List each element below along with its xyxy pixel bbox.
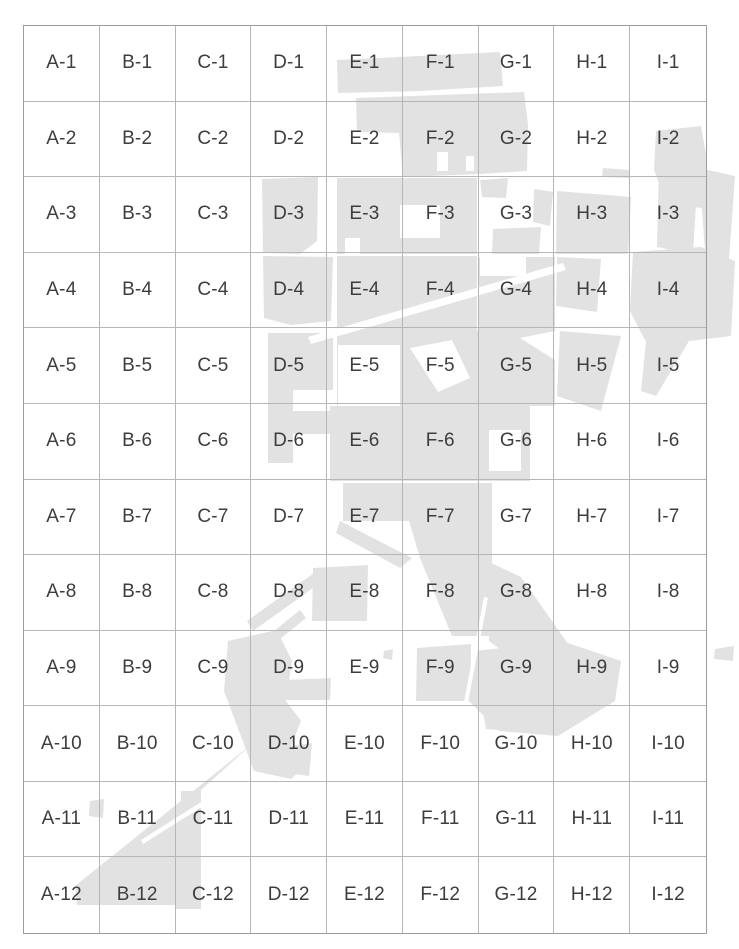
grid-cell-E-9	[327, 631, 403, 707]
grid-cell-label: A-1	[46, 52, 77, 74]
grid-cell-E-3	[327, 177, 403, 253]
grid-cell-H-6	[554, 404, 630, 480]
grid-cell-label: B-12	[116, 884, 158, 906]
grid-cell-G-4	[479, 253, 555, 329]
grid-cell-A-7	[24, 480, 100, 556]
grid-cell-label: C-7	[197, 505, 229, 527]
grid-cell-label: F-1	[425, 52, 455, 74]
grid-cell-label: H-8	[576, 581, 608, 603]
grid-cell-G-5	[479, 328, 555, 404]
grid-cell-D-11	[251, 782, 327, 858]
grid-cell-A-6	[24, 404, 100, 480]
grid-cell-label: C-4	[197, 279, 229, 301]
grid-cell-B-9	[100, 631, 176, 707]
grid-cell-H-8	[554, 555, 630, 631]
grid-cell-F-4	[403, 253, 479, 329]
grid-cell-F-8	[403, 555, 479, 631]
grid-cell-D-10	[251, 706, 327, 782]
grid-cell-D-3	[251, 177, 327, 253]
grid-cell-label: C-9	[197, 656, 229, 678]
grid-cell-label: D-3	[273, 203, 305, 225]
grid-cell-G-6	[479, 404, 555, 480]
grid-cell-E-11	[327, 782, 403, 858]
grid-cell-label: I-10	[651, 732, 685, 754]
grid-cell-label: B-2	[122, 127, 153, 149]
grid-cell-I-11	[630, 782, 706, 858]
grid-cell-label: D-7	[273, 505, 305, 527]
grid-cell-D-1	[251, 26, 327, 102]
grid-cell-label: E-4	[349, 279, 380, 301]
grid-cell-label: A-6	[46, 430, 77, 452]
grid-cell-label: D-12	[267, 884, 310, 906]
grid-cell-I-5	[630, 328, 706, 404]
grid-cell-C-8	[176, 555, 252, 631]
grid-cell-label: A-10	[40, 732, 82, 754]
grid-cell-label: D-9	[273, 656, 305, 678]
grid-cell-I-9	[630, 631, 706, 707]
grid-cell-label: I-1	[656, 52, 680, 74]
grid-cell-B-1	[100, 26, 176, 102]
grid-cell-H-10	[554, 706, 630, 782]
grid-cell-B-12	[100, 857, 176, 933]
grid-cell-label: C-8	[197, 581, 229, 603]
grid-cell-label: G-10	[494, 732, 538, 754]
grid-cell-G-3	[479, 177, 555, 253]
grid-cell-C-1	[176, 26, 252, 102]
grid-cell-label: D-10	[267, 732, 310, 754]
grid-cell-label: G-5	[499, 354, 533, 376]
grid-cell-label: D-2	[273, 127, 305, 149]
grid-cell-B-8	[100, 555, 176, 631]
grid-cell-D-7	[251, 480, 327, 556]
grid-cell-label: F-7	[425, 505, 455, 527]
grid-cell-F-9	[403, 631, 479, 707]
grid-cell-C-3	[176, 177, 252, 253]
grid-cell-F-6	[403, 404, 479, 480]
grid-cell-H-12	[554, 857, 630, 933]
grid-cell-label: B-1	[122, 52, 153, 74]
grid-cell-label: C-11	[192, 808, 234, 830]
grid-cell-label: H-5	[576, 354, 608, 376]
grid-cell-label: I-5	[656, 354, 680, 376]
grid-cell-label: C-6	[197, 430, 229, 452]
grid-cell-label: D-11	[268, 808, 309, 830]
grid-cell-I-4	[630, 253, 706, 329]
grid-cell-H-11	[554, 782, 630, 858]
grid-cell-F-12	[403, 857, 479, 933]
grid-cell-H-2	[554, 102, 630, 178]
grid-cell-F-10	[403, 706, 479, 782]
grid-cell-label: I-11	[652, 808, 685, 830]
grid-cell-A-5	[24, 328, 100, 404]
grid-cell-G-7	[479, 480, 555, 556]
grid-cell-label: H-11	[571, 808, 613, 830]
grid-cell-label: I-4	[656, 279, 680, 301]
grid-cell-label: E-8	[349, 581, 380, 603]
grid-cell-label: I-7	[656, 505, 680, 527]
grid-cell-label: A-3	[46, 203, 77, 225]
grid-cell-E-4	[327, 253, 403, 329]
grid-cell-I-8	[630, 555, 706, 631]
grid-cell-A-2	[24, 102, 100, 178]
grid-cell-G-2	[479, 102, 555, 178]
grid-cell-label: B-5	[122, 354, 153, 376]
grid-cell-F-5	[403, 328, 479, 404]
grid-cell-F-1	[403, 26, 479, 102]
grid-cell-H-1	[554, 26, 630, 102]
grid-cell-I-7	[630, 480, 706, 556]
grid-cell-G-10	[479, 706, 555, 782]
grid-cell-C-9	[176, 631, 252, 707]
grid-cell-I-2	[630, 102, 706, 178]
map-block	[714, 646, 734, 661]
grid-cell-C-4	[176, 253, 252, 329]
grid-cell-A-8	[24, 555, 100, 631]
grid-cell-label: B-6	[122, 430, 153, 452]
grid-cell-label: E-7	[349, 505, 380, 527]
grid-cell-H-4	[554, 253, 630, 329]
grid-cell-F-3	[403, 177, 479, 253]
grid-cell-G-12	[479, 857, 555, 933]
grid-cell-label: H-1	[576, 52, 608, 74]
grid-cell-label: I-8	[656, 581, 680, 603]
grid-reference-overlay	[23, 25, 707, 934]
grid-cell-label: D-5	[273, 354, 305, 376]
grid-cell-I-6	[630, 404, 706, 480]
grid-cell-label: F-3	[425, 203, 455, 225]
grid-cell-label: A-7	[46, 505, 77, 527]
grid-cell-label: F-2	[425, 127, 455, 149]
grid-cell-label: H-6	[576, 430, 608, 452]
grid-cell-label: C-2	[197, 127, 229, 149]
grid-cell-label: A-11	[41, 808, 82, 830]
grid-cell-label: I-2	[656, 127, 680, 149]
grid-cell-B-2	[100, 102, 176, 178]
grid-cell-label: G-8	[499, 581, 533, 603]
grid-cell-label: G-3	[499, 203, 533, 225]
grid-cell-label: C-3	[197, 203, 229, 225]
grid-cell-label: F-6	[425, 430, 455, 452]
grid-cell-label: G-4	[499, 279, 533, 301]
grid-cell-label: D-1	[273, 52, 305, 74]
grid-cell-label: C-12	[191, 884, 234, 906]
grid-cell-I-3	[630, 177, 706, 253]
grid-cell-D-12	[251, 857, 327, 933]
grid-cell-label: C-5	[197, 354, 229, 376]
grid-cell-label: H-10	[570, 732, 613, 754]
grid-cell-label: E-6	[349, 430, 380, 452]
grid-cell-H-9	[554, 631, 630, 707]
grid-cell-label: G-1	[499, 52, 533, 74]
grid-cell-label: E-3	[349, 203, 380, 225]
grid-cell-D-5	[251, 328, 327, 404]
grid-cell-G-9	[479, 631, 555, 707]
grid-cell-label: H-7	[576, 505, 608, 527]
grid-cell-label: I-9	[656, 656, 680, 678]
grid-cell-label: F-10	[420, 732, 461, 754]
grid-cell-E-1	[327, 26, 403, 102]
grid-cell-B-4	[100, 253, 176, 329]
grid-cell-label: D-6	[273, 430, 305, 452]
grid-cell-label: A-2	[46, 127, 77, 149]
grid-cell-label: E-1	[349, 52, 380, 74]
grid-cell-label: I-6	[656, 430, 680, 452]
grid-cell-B-5	[100, 328, 176, 404]
grid-cell-A-1	[24, 26, 100, 102]
grid-cell-C-7	[176, 480, 252, 556]
grid-cell-F-2	[403, 102, 479, 178]
grid-cell-E-2	[327, 102, 403, 178]
grid-cell-label: E-2	[349, 127, 380, 149]
grid-cell-A-3	[24, 177, 100, 253]
grid-cell-A-12	[24, 857, 100, 933]
grid-cell-label: A-4	[46, 279, 77, 301]
grid-cell-G-11	[479, 782, 555, 858]
grid-cell-I-10	[630, 706, 706, 782]
grid-cell-I-12	[630, 857, 706, 933]
grid-cell-C-11	[176, 782, 252, 858]
grid-cell-label: B-8	[122, 581, 153, 603]
grid-cell-E-6	[327, 404, 403, 480]
grid-cell-A-10	[24, 706, 100, 782]
grid-cell-B-10	[100, 706, 176, 782]
grid-cell-H-7	[554, 480, 630, 556]
grid-cell-H-3	[554, 177, 630, 253]
grid-cell-label: B-10	[116, 732, 158, 754]
grid-cell-C-6	[176, 404, 252, 480]
grid-cell-A-9	[24, 631, 100, 707]
grid-cell-label: E-9	[349, 656, 380, 678]
grid-cell-label: H-12	[570, 884, 613, 906]
grid-cell-label: B-11	[117, 808, 157, 830]
grid-cell-label: A-12	[40, 884, 82, 906]
grid-cell-label: H-9	[576, 656, 608, 678]
grid-cell-D-8	[251, 555, 327, 631]
grid-cell-label: A-8	[46, 581, 77, 603]
grid-cell-G-1	[479, 26, 555, 102]
grid-cell-label: A-9	[46, 656, 77, 678]
grid-cell-label: C-1	[197, 52, 229, 74]
grid-cell-label: F-8	[425, 581, 455, 603]
grid-cell-label: A-5	[46, 354, 77, 376]
grid-cell-label: F-4	[425, 279, 455, 301]
grid-cell-label: B-4	[122, 279, 153, 301]
grid-cell-label: G-9	[499, 656, 533, 678]
grid-cell-label: G-11	[495, 808, 537, 830]
grid-cell-D-6	[251, 404, 327, 480]
grid-cell-B-11	[100, 782, 176, 858]
grid-cell-label: G-6	[499, 430, 533, 452]
grid-cell-E-8	[327, 555, 403, 631]
grid-cell-label: B-9	[122, 656, 153, 678]
grid-cell-label: C-10	[191, 732, 234, 754]
grid-cell-F-11	[403, 782, 479, 858]
grid-cell-label: F-12	[420, 884, 461, 906]
grid-cell-B-3	[100, 177, 176, 253]
grid-cell-B-6	[100, 404, 176, 480]
grid-cell-label: E-12	[344, 884, 385, 906]
grid-cell-D-4	[251, 253, 327, 329]
grid-cell-I-1	[630, 26, 706, 102]
grid-cell-label: G-12	[494, 884, 538, 906]
grid-cell-C-10	[176, 706, 252, 782]
grid-cell-label: G-2	[499, 127, 533, 149]
grid-cell-E-7	[327, 480, 403, 556]
grid-cell-B-7	[100, 480, 176, 556]
grid-cell-label: G-7	[499, 505, 533, 527]
grid-cell-A-11	[24, 782, 100, 858]
grid-cell-label: E-5	[349, 354, 380, 376]
grid-cell-label: D-4	[273, 279, 305, 301]
grid-cell-C-5	[176, 328, 252, 404]
grid-cell-label: H-2	[576, 127, 608, 149]
grid-cell-label: B-7	[122, 505, 153, 527]
grid-cell-D-9	[251, 631, 327, 707]
grid-cell-H-5	[554, 328, 630, 404]
grid-cell-E-10	[327, 706, 403, 782]
grid-cell-G-8	[479, 555, 555, 631]
grid-cell-label: H-4	[576, 279, 608, 301]
grid-cell-C-2	[176, 102, 252, 178]
grid-cell-E-12	[327, 857, 403, 933]
grid-cell-D-2	[251, 102, 327, 178]
grid-cell-label: D-8	[273, 581, 305, 603]
grid-cell-label: E-10	[344, 732, 385, 754]
grid-cell-A-4	[24, 253, 100, 329]
grid-cell-label: F-9	[425, 656, 455, 678]
grid-cell-label: F-11	[421, 808, 460, 830]
grid-cell-label: E-11	[344, 808, 385, 830]
grid-cell-C-12	[176, 857, 252, 933]
grid-cell-label: I-3	[656, 203, 680, 225]
grid-cell-label: H-3	[576, 203, 608, 225]
grid-cell-E-5	[327, 328, 403, 404]
grid-cell-F-7	[403, 480, 479, 556]
grid-cell-label: B-3	[122, 203, 153, 225]
grid-cell-label: F-5	[425, 354, 455, 376]
grid-cell-label: I-12	[651, 884, 685, 906]
